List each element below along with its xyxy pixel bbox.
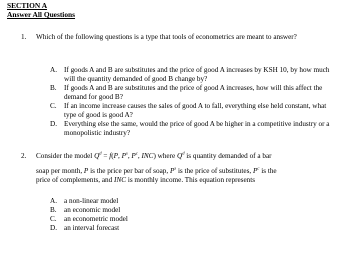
q2-formula: $Q^d = f(P$, $P^s$, $P^c$, INC) xyxy=(94,150,156,160)
q2-option-d-text: an interval forecast xyxy=(64,224,120,232)
q1-option-c-text: If an income increase causes the sales of good A to fall, everything else held constant, what type of good is good A? xyxy=(64,102,327,119)
question-2-line-3: price of complements, and INC is monthly income. This equation represents xyxy=(36,176,256,184)
question-1-text: Which of the following questions is a type that tools of econometrics are meant to answer? xyxy=(36,33,297,41)
section-subtitle: Answer All Questions xyxy=(7,10,76,19)
q1-option-a-text: If goods A and B are substitutes and the price of good A increases by KSH 10, by how much will the quantity demanded of good B change by? xyxy=(64,66,330,83)
q1-option-c-letter: C. xyxy=(50,102,57,110)
question-1-number: 1. xyxy=(21,33,27,41)
q2-option-b-letter: B. xyxy=(50,206,57,214)
question-2-number: 2. xyxy=(21,152,27,160)
q2-option-c-text: an econometric model xyxy=(64,215,128,223)
question-2-line-2: soap per month, P is the price per bar of soap, $P^s$ is the price of substitutes, $P^c$ is the xyxy=(36,165,277,175)
q1-option-d-letter: D. xyxy=(50,120,57,128)
q2-option-a-text: a non-linear model xyxy=(64,197,119,205)
q2-option-a-letter: A. xyxy=(50,197,57,205)
question-2-line-1: Consider the model $Q^d = f(P$, $P^s$, $P^c$, INC) where $Q^d$ is quantity demanded of a bar xyxy=(36,150,272,160)
q1-option-d-text: Everything else the same, would the price of good A be higher in a competitive industry or a monopolistic industry? xyxy=(64,120,330,137)
q2-lead-text: Consider the model xyxy=(36,152,93,160)
section-title: SECTION A xyxy=(7,1,48,10)
q2-option-c-letter: C. xyxy=(50,215,57,223)
q2-option-d-letter: D. xyxy=(50,224,57,232)
q1-option-b-text: If goods A and B are substitutes and the price of good A increases, how will this affect the demand for good B? xyxy=(64,84,323,101)
q1-option-b-letter: B. xyxy=(50,84,57,92)
q1-option-a-letter: A. xyxy=(50,66,57,74)
q2-option-b-text: an economic model xyxy=(64,206,121,214)
